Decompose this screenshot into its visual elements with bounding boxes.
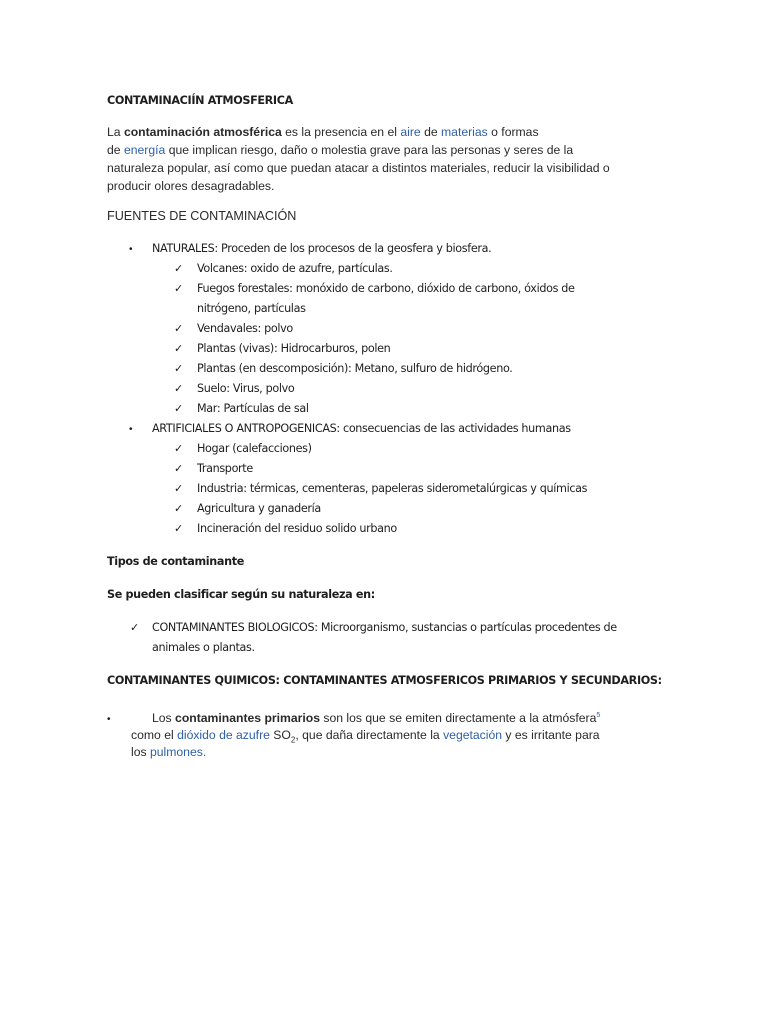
primarios-line-3: los pulmones.: [131, 745, 207, 759]
intro-line-3: naturaleza popular, así como que puedan atacar a distintos materiales, reducir la visibilidad o: [107, 161, 610, 175]
check-icon: ✓: [130, 621, 140, 634]
link-dioxido-de-azufre[interactable]: dióxido de azufre: [177, 728, 270, 742]
check-icon: ✓: [174, 522, 184, 535]
artificial-item: Agricultura y ganadería: [197, 502, 321, 515]
intro-line-2: de energía que implican riesgo, daño o molestia grave para las personas y seres de la: [107, 143, 574, 157]
natural-item: Plantas (en descomposición): Metano, sulfuro de hidrógeno.: [197, 362, 513, 375]
term-contaminacion-atmosferica: contaminación atmosférica: [123, 125, 282, 139]
artificial-item: Industria: térmicas, cementeras, papeleras siderometalúrgicas y químicas: [197, 482, 588, 495]
naturales-line: NATURALES: Proceden de los procesos de la geosfera y biosfera.: [152, 242, 492, 255]
bullet-naturales: •: [129, 244, 133, 255]
document-title: CONTAMINACIÍN ATMOSFERICA: [107, 94, 293, 107]
bio-line-2: animales o plantas.: [152, 641, 255, 654]
bullet-artificiales: •: [129, 424, 133, 435]
quimicos-heading: CONTAMINANTES QUIMICOS: CONTAMINANTES ATMOSFERICOS PRIMARIOS Y SECUNDARIOS:: [107, 674, 662, 687]
natural-item: Fuegos forestales: monóxido de carbono, dióxido de carbono, óxidos de: [197, 282, 575, 295]
check-icon: ✓: [174, 362, 184, 375]
artificial-item: Transporte: [197, 462, 253, 475]
link-energia[interactable]: energía: [123, 143, 166, 157]
link-materias[interactable]: materias: [441, 125, 488, 139]
bio-line-1: CONTAMINANTES BIOLOGICOS: Microorganismo, sustancias o partículas procedentes de: [152, 621, 617, 634]
link-aire[interactable]: aire: [400, 125, 421, 139]
check-icon: ✓: [174, 282, 184, 295]
types-heading: Tipos de contaminante: [107, 555, 244, 568]
check-icon: ✓: [174, 262, 184, 275]
check-icon: ✓: [174, 462, 184, 475]
natural-item: Plantas (vivas): Hidrocarburos, polen: [197, 342, 391, 355]
primarios-line-2: como el dióxido de azufre $SO_2$, que daña directamente la vegetación y es irritante para: [131, 728, 600, 745]
intro-line-1: La contaminación atmosférica es la presencia en el aire de materias o formas: [107, 125, 539, 139]
primarios-line-1: Los contaminantes primarios son los que se emiten directamente a la atmósfera$^5$: [152, 711, 601, 725]
link-pulmones[interactable]: pulmones: [149, 745, 203, 759]
intro-line-4: producir olores desagradables.: [107, 179, 275, 193]
natural-item: Vendavales: polvo: [197, 322, 293, 335]
natural-item: Mar: Partículas de sal: [197, 402, 309, 415]
check-icon: ✓: [174, 402, 184, 415]
artificiales-line: ARTIFICIALES O ANTROPOGENICAS: consecuencias de las actividades humanas: [152, 422, 571, 435]
check-icon: ✓: [174, 502, 184, 515]
classify-text: Se pueden clasificar según su naturaleza en:: [107, 588, 375, 601]
artificial-item: Incineración del residuo solido urbano: [197, 522, 397, 535]
check-icon: ✓: [174, 382, 184, 395]
check-icon: ✓: [174, 482, 184, 495]
footnote-ref[interactable]: 5: [596, 711, 601, 719]
sources-heading: FUENTES DE CONTAMINACIÓN: [107, 209, 297, 223]
natural-item: Suelo: Virus, polvo: [197, 382, 295, 395]
check-icon: ✓: [174, 442, 184, 455]
natural-item: Volcanes: oxido de azufre, partículas.: [197, 262, 393, 275]
term-contaminantes-primarios: contaminantes primarios: [175, 711, 320, 725]
check-icon: ✓: [174, 322, 184, 335]
artificial-item: Hogar (calefacciones): [197, 442, 312, 455]
check-icon: ✓: [174, 342, 184, 355]
link-vegetacion[interactable]: vegetación: [443, 728, 503, 742]
natural-item-continuation: nitrógeno, partículas: [197, 302, 306, 315]
bullet-primarios: •: [107, 714, 111, 725]
